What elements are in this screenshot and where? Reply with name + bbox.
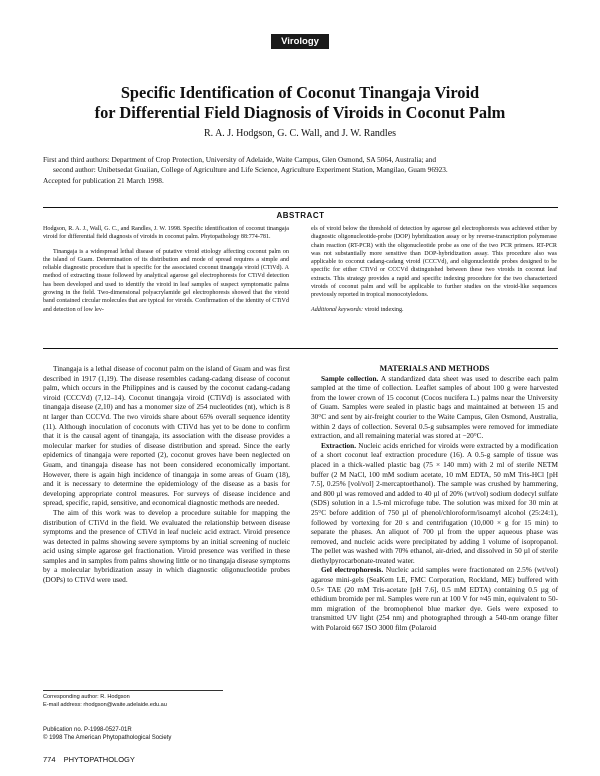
abstract-left-column (43, 225, 289, 320)
corresponding-author-name: Corresponding author: R. Hodgson (43, 694, 130, 700)
abstract-text-left: Tinangaja is a widespread lethal disease of putative viroid etiology affecting coconut palm on the island of Guam. Determination of its distribution and mode of spread requires a simple and reliable diagnostic procedure that is specific for the associated coconut tinangaja viroid (CTiVd). A method of extracting tissue followed by analytical agarose gel electrophoresis for CTiVd detection has been developed and used to identify the viroid in leaf samples of suspect symptomatic palms growing in the field. Two-dimensional polyacrylamide gel electrophoresis showed that the viroid band contained circular molecules that are typical for viroids. Confirmation of the identity of CTiVd and detection of low lev- (43, 248, 289, 313)
corresponding-author-email: E-mail address: rhodgson@waite.adelaide.edu.au (43, 701, 167, 708)
gel-electrophoresis-paragraph (311, 565, 558, 632)
abstract-citation: Hodgson, R. A. J., Wall, G. C., and Randles, J. W. 1998. Specific identification of coconut tinangaja viroid for differential field diagnosis of viroids in coconut palm. Phytopathology 88:774-781. (43, 226, 289, 241)
copyright-notice: © 1998 The American Phytopathological Society (43, 735, 172, 741)
publication-info (43, 726, 293, 742)
abstract-heading: ABSTRACT (276, 211, 325, 220)
sample-collection-heading: Sample collection. (321, 373, 379, 383)
title-line-1: Specific Identification of Coconut Tinangaja Viroid (120, 83, 480, 102)
journal-name: PHYTOPATHOLOGY (63, 755, 135, 764)
intro-paragraph-2: The aim of this work was to develop a procedure suitable for mapping the distribution of CTiVd in the field. We evaluated the relationship between disease symptoms and the presence of CTiVd in leaf nucleic acid extract. Viroid presence was detected in palms showing severe symptoms by an initial screening of nucleic acid using simple agarose gel fractionation. Viroid presence was verified in these samples and in samples from palms showing little or no tinangaja disease symptoms by a molecular hybridization assay in which diagnostic oligonucleotide probes (DOPs) to CTiVd were used. (43, 507, 290, 585)
accepted-date: Accepted for publication 21 March 1998. (43, 175, 164, 185)
methods-heading: MATERIALS AND METHODS (379, 364, 490, 373)
affiliations (43, 155, 558, 186)
extraction-heading: Extraction. (321, 440, 357, 450)
intro-paragraph-1: Tinangaja is a lethal disease of coconut palm on the island of Guam and was first described in 1917 (1,19). The disease resembles cadang-cadang disease of coconut palm, which occurs in the Philippines and is caused by the coconut cadang-cadang viroid (CCCVd) (7,12–14). Coconut tinangaja viroid (CTiVd) is associated with tinangaja disease (2,10) and has a monomer size of 254 nucleotides (nt), which is 8 nt larger than CCCVd. The two viroids share about 65% overall sequence identity (11). Although inoculation of coconuts with CTiVd has yet to be done to confirm that it is the causal agent of tinangaja, its association with the disease provides a molecular marker for studies of disease distribution and spread. Since the early epidemics of tinangaja were reported (2), coconut groves have been neglected on Guam, and tinangaja disease has not been considered economically important. However, there is again high incidence of tinangaja in some areas of Guam (18), and it is necessary to determine the epidemiology of the disease as a basis for developing appropriate control measures. For surveys of disease incidence and spread, specific, rapid, sensitive, and economical diagnostic methods are needed. (43, 364, 290, 508)
body-right-column (311, 364, 558, 633)
keywords-value: viroid indexing. (364, 306, 404, 313)
body-left-column (43, 364, 290, 585)
publication-number: Publication no. P-1998-0527-01R (43, 727, 132, 733)
affiliation-line-1: First and third authors: Department of Crop Protection, University of Adelaide, Waite Campus, Glen Osmond, SA 5064, Australia; and (43, 155, 437, 164)
sample-collection-text: A standardized data sheet was used to describe each palm sampled at the time of collection. Leaflet samples of about 100 g were harvested from the lower crown of 15 coconut (Cocos nucifera L.) palms near the University of Guam. Samples were sealed in plastic bags and maintained at between 15 and 30°C and sent by air-freight courier to the Waite Campus, Glen Osmond, Australia, within 2 days of collection. Several 0.5-g subsamples were removed for immediate extraction, and all remaining material was stored at −20°C. (311, 373, 559, 441)
keywords-label: Additional keywords: (311, 306, 364, 313)
extraction-text: Nucleic acids enriched for viroids were extracted by a modification of a short coconut leaf extraction procedure (16). A 0.5-g sample of tissue was placed in a thick-walled plastic bag (75 × 140 mm) with 2 ml of sterile NETM buffer (2 M NaCl, 100 mM sodium acetate, 10 mM EDTA, 50 mM Tris-HCl [pH 7.5], 0.25% [vol/vol] 2-mercaptoethanol). The sample was crushed by hammering, and 800 µl was removed and added to 40 µl of 20% (wt/vol) sodium dodecyl sulfate (SDS) solution in a 1.5-ml microfuge tube. The solution was mixed for 30 min at 25°C before addition of 750 µl of phenol/chloroform/isoamyl alcohol (25:24:1), followed by vortexing for 20 s and centrifugation (10,000 × g for 15 min) to separate the phases. An aliquot of 700 µl from the upper aqueous phase was removed, and nucleic acids were precipitated by adding 1 volume of isopropanol. The pellet was washed with 70% ethanol, air-dried, and dissolved in 50 µl of sterile diethylpyrocarbonate-treated water. (311, 440, 559, 565)
gel-electrophoresis-heading: Gel electrophoresis. (321, 565, 384, 575)
page-number: 774 (43, 755, 56, 764)
section-label: Virology (271, 34, 329, 49)
abstract-text-right: els of viroid below the threshold of detection by agarose gel electrophoresis was achieved either by diagnostic oligonucleotide-probe (DOP) hybridization assay or by reverse-transcription polymerase chain reaction (RT-PCR) with the oligonucleotide probe as one of the two PCR primers. RT-PCR was not substantially more sensitive than DOP-hybridization assay. This procedure also was applicable to coconut cadang-cadang viroid (CCCVd), and oligonucleotide probes designed to be specific for either CTiVd or CCCVd distinguished between these two viroids in coconut leaf extracts. This strategy provides a rapid and specific indexing procedure for the two characterized viroids of coconut palm and will be applicable to further studies on the viroid-like sequences previously reported in tropical monocotyledons. (311, 226, 557, 299)
extraction-paragraph (311, 441, 558, 566)
title-line-2: for Differential Field Diagnosis of Viroids in Coconut Palm (94, 103, 506, 122)
gel-electrophoresis-text: Nucleic acid samples were fractionated on 2.5% (wt/vol) agarose mini-gels (SeaKem LE, FMC Corporation, Rockland, ME) buffered with 0.5× TAE (20 mM Tris-acetate [pH 7.6], 0.5 mM EDTA) containing 0.5 µg of ethidium bromide per ml. Samples were run at 100 V for ≈45 min, equivalent to 50-mm migration of the bromophenol blue marker dye. Gels were exposed to transmitted UV light (254 nm) and photographed through a 540-nm orange filter with Polaroid 667 ISO 3000 film (Polaroid (311, 565, 559, 633)
author-list: R. A. J. Hodgson, G. C. Wall, and J. W. Randles (203, 128, 397, 139)
abstract-right-column (311, 225, 557, 320)
article-title (40, 83, 560, 123)
keywords (311, 306, 557, 314)
sample-collection-paragraph (311, 374, 558, 441)
page-footer (43, 755, 135, 764)
affiliation-line-2: second author: Unibetsedat Guaiian, College of Agriculture and Life Science, Agriculture Experiment Station, Mangilao, Guam 96923. (53, 165, 448, 175)
abstract-box (43, 207, 558, 349)
corresponding-author (43, 690, 223, 709)
